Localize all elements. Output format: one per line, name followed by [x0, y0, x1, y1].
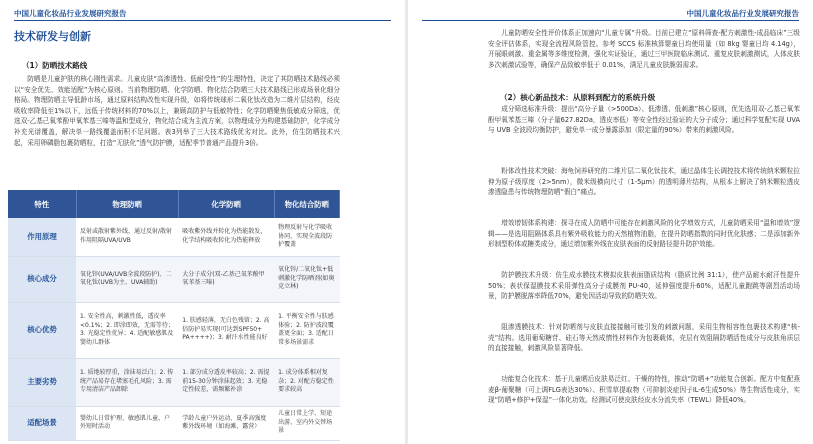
table-row [8, 406, 340, 440]
page-header-title: 中国儿童化妆品行业发展研究报告 [686, 9, 799, 18]
page-header-title: 中国儿童化妆品行业发展研究报告 [14, 9, 127, 18]
row-label: 核心成分 [8, 256, 76, 302]
table-header-cell: 物化结合防晒 [274, 190, 339, 218]
paragraph: 防护膜技术升级：仿生成水膜技术模拟皮肤表面脂质结构（脂质比例 31:1），使产品耐水耐汗性提升50%；表状保湿膜技术采用弹性高分子成膜剂 PU-40，延伸强度提升60%，适配儿童跑跳等剧烈活动场景，防护膜脱落率降低70%，避免因活动导致的防晒失效。 [488, 271, 800, 301]
table-header-cell: 化学防晒 [178, 190, 274, 218]
right-page [408, 0, 813, 444]
table-header-cell: 特性 [8, 190, 76, 218]
subsection-title: （1）防晒技术路线 [22, 61, 88, 70]
row-label: 作用原理 [8, 218, 76, 256]
paragraph: 防晒是儿童护肤的核心刚性需求。儿童皮肤“高渗透性、低耐受性”的生理特性，决定了其防晒技术路线必须以“安全优先、效能适配”为核心原则。当前物理防晒、化学防晒、物化结合防晒三大技术路线已形成场景化细分格局。物理防晒主导低龄市场，通过原料结构改性实现升级，如将传统球形二氧化钛改造为二维片层结构，经皮吸收率降低至1%以下，远低于传统材料的70%以上，兼顾高防护与低敏特性；化学防晒聚焦低敏成分筛选，优选双-乙基己氧苯酚甲氧苯基三嗪等温和型成分，物化结合成为主流方案，以物理成分为构建基础防护，化学成分补充光谱覆盖，解决单一路线覆盖面积不足问题。表3列举了三大技术路线优劣对比。此外，仿生防晒技术兴起，采用卵磷脂包裹防晒粒，打造“无肤化”透气防护膜，适配季节普通产品提升3倍。 [14, 75, 340, 147]
subsection-title: （2）核心新品技术：从原料到配方的系统升级 [500, 93, 656, 102]
table-cell: 氧化锌(UVA/UVB全波段防护)、二氧化钛(UVB为主、UVA辅助) [76, 256, 178, 302]
header-divider [14, 20, 391, 21]
table-cell: 1. 安全性高，刺激性低，透皮率<0.1%；2. 即涂即效，无需等待；3. 光稳定性优异；4. 适配敏感肌及婴幼儿群体 [76, 302, 178, 358]
header-divider [422, 20, 799, 21]
table-cell: 1. 部分成分透皮率较高；2. 需提前15-30分钟涂抹起效；3. 光稳定性较差，需频繁补涂 [178, 358, 274, 406]
paragraph: 成分筛选标准升级：提出“高分子量（>500Da）、低渗透、低刺激”核心原则，优先选用双-乙基己氧苯酚甲氧苯基三嗪（分子量627.82Da，透皮率低）等安全性经过验证的大分子成分；通过科学复配实现 UVA 与 UVB 全波段均衡防护，避免单一成分暴露添加（限定量的90%）带来的刺激风险。 [488, 105, 800, 135]
table-cell: 1. 平衡安全性与肤感体验；2. 防护波段覆盖更全面；3. 适配日常多场景需求 [274, 302, 339, 358]
table-cell: 1. 肤感轻薄，无白色残留；2. 高倍防护易实现(可达到SPF50+ PA++++)；3. 耐汗水性能良好 [178, 302, 274, 358]
table-row [8, 358, 340, 406]
paragraph: 儿童防晒安全性评价体系正加速向“儿童专属”升级。目前已建立“原料筛查-配方刺激性-成品临床”三级安全评估体系，实现全流程风险管控。参考 SCCS 标准核算婴童日均使用量（如 8kg 婴童日均 4.14g），开展眼刺激、重金属等多维度检测，强化实证验证，通过三甲医院临床测试、重复皮肤刺激测试，人体皮肤多次刺激试验等，确保产品致敏率低于 0.01%，满足儿童皮肤脆弱需求。 [488, 29, 800, 69]
table-cell: 1. 质地较厚重，涂抹易泛白；2. 传统产品易存在堵塞毛孔风险；3. 需专用清洁产品卸除 [76, 358, 178, 406]
row-label: 核心优势 [8, 302, 76, 358]
table-header-row [8, 190, 340, 218]
paragraph: 阻渗透膜技术：针对防晒剂与皮肤直接接触可能引发的刺激问题，采用生物相容性包裹技术构建“核-壳”结构。选用葡萄糖苷、硅石等天然成惰性材料作为包裹载体，壳层有效阻隔防晒活性成分与皮肤角质层的直接接触，刺激风险显著降低。 [488, 323, 800, 353]
table-cell: 大分子成分(双-乙基己氧苯酚甲氧苯基三嗪) [178, 256, 274, 302]
row-label: 主要劣势 [8, 358, 76, 406]
table-cell: 婴幼儿日常护理、敏感肌儿童、户外短时活动 [76, 406, 178, 440]
table-cell: 氧化锌/二氧化钛+低刺激化学防晒剂(如奥克立林) [274, 256, 339, 302]
table-cell: 儿童日常上学、短途出游、室内外交替场景 [274, 406, 339, 440]
table-cell: 物理反射与化学吸收协同，实现全波段防护覆盖 [274, 218, 339, 256]
paragraph: 增效增韧体系构建：探寻在成人防晒中可能存在刺激风险的化学增效方式，儿童防晒采用“温和增效”逻辑——是选用阻隔体系具有紫外吸收能力的天然植物油脂，在提升防晒指数的同时优化肤感；二是添加新外形制型粉体或糖类成分，通过增加紫外线在皮肤表面的反射路径提升防护效能。 [488, 219, 800, 249]
table-cell: 吸收紫外线并转化为热能散发，化学结构吸收转化为热能释放 [178, 218, 274, 256]
table-header-cell: 物理防晒 [76, 190, 178, 218]
section-title: 技术研发与创新 [14, 30, 91, 43]
table-cell: 反射或散射紫外线，通过反射/散射作用阻隔UVA/UVB [76, 218, 178, 256]
left-page [0, 0, 405, 444]
table-row [8, 256, 340, 302]
table-row [8, 218, 340, 256]
table-row [8, 302, 340, 358]
table-cell: 学龄儿童户外运动、夏季高强度紫外线环境（如海滩、露营） [178, 406, 274, 440]
paragraph: 功能复合化技术：基于儿童晒后皮肤易泛红、干燥的特性，推动“防晒+”功能复合创新。配方中复配燕麦β-葡聚糖（可上调FLG表达30%）、积雪草提取物（可抑制炎症因子IL-6生成50%）等生物活性成分，实现“防晒+修护+保湿”一体化功效。经测试可使皮肤经皮水分流失率（TEWL）降低40%。 [488, 375, 800, 405]
table-cell: 1. 成分体系相对复杂；2. 对配方稳定性要求较高 [274, 358, 339, 406]
paragraph: 粉体改性技术突破：海龟饲养研究的二维片层二氧化钛技术，通过晶体生长调控技术将传统纳米颗粒拉伸为原子级厚度（2>5nm），微米级横向尺寸（1-5μm）的透明薄片结构，从根本上解决了纳米颗粒透皮渗透隐患与传统物理防晒“假白”痛点。 [488, 167, 800, 197]
row-label: 适配场景 [8, 406, 76, 440]
comparison-table [8, 190, 340, 441]
